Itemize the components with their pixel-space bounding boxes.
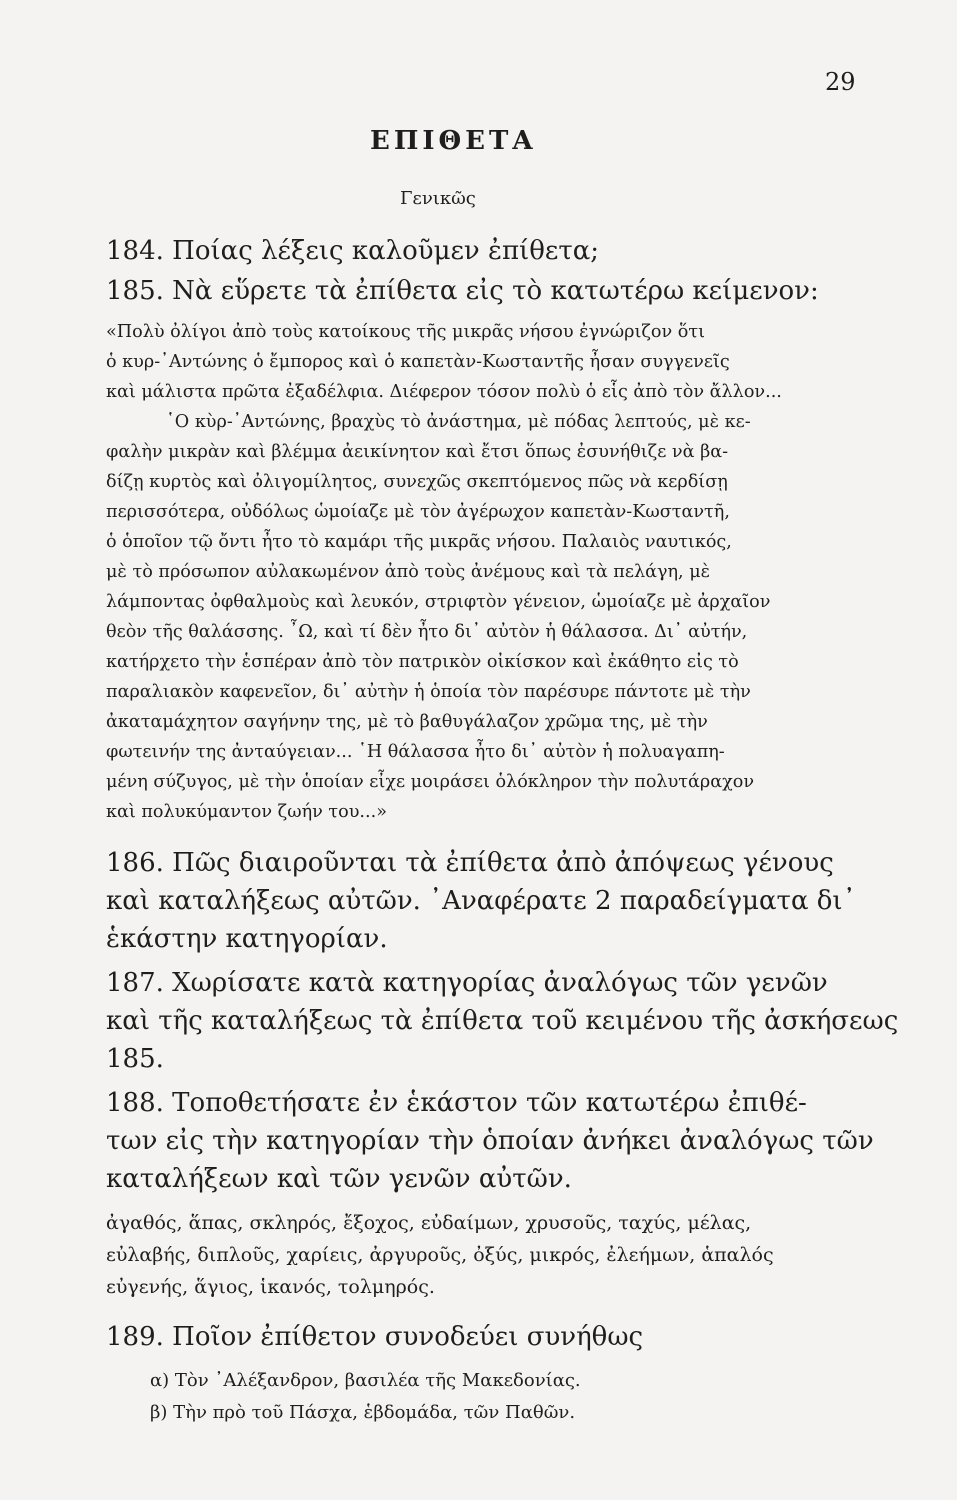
- passage-line: δίζῃ κυρτὸς καὶ ὀλιγομίλητος, συνεχῶς σκεπτόμενος πῶς νὰ κερδίσῃ: [106, 472, 728, 492]
- question-184: 184. Ποίας λέξεις καλοῦμεν ἐπίθετα;: [106, 236, 600, 266]
- passage-line: θεὸν τῆς θαλάσσης. ῏Ω, καὶ τί δὲν ἦτο δι᾿ αὐτὸν ἡ θάλασσα. Δι᾿ αὐτήν,: [106, 622, 748, 642]
- question-186-line: καὶ καταλήξεως αὐτῶν. ᾿Αναφέρατε 2 παραδείγματα δι᾿: [106, 886, 856, 916]
- adjective-list-line: εὐλαβής, διπλοῦς, χαρίεις, ἀργυροῦς, ὀξύς, μικρός, ἐλεήμων, ἁπαλός: [106, 1244, 774, 1266]
- passage-line: καὶ μάλιστα πρῶτα ἐξαδέλφια. Διέφερον τόσον πολὺ ὁ εἷς ἀπὸ τὸν ἄλλον...: [106, 382, 782, 402]
- page-number: 29: [825, 68, 856, 96]
- question-188-line: 188. Τοποθετήσατε ἐν ἑκάστον τῶν κατωτέρω ἐπιθέ-: [106, 1088, 807, 1118]
- question-186-line: ἑκάστην κατηγορίαν.: [106, 924, 388, 954]
- question-188-line: των εἰς τὴν κατηγορίαν τὴν ὁποίαν ἀνήκει ἀναλόγως τῶν: [106, 1126, 874, 1156]
- section-subtitle: Γενικῶς: [400, 188, 476, 209]
- passage-line: μένη σύζυγος, μὲ τὴν ὁποίαν εἶχε μοιράσει ὁλόκληρον τὴν πολυτάραχον: [106, 772, 755, 792]
- chapter-title: ΕΠΙΘΕΤΑ: [370, 126, 537, 156]
- passage-line: μὲ τὸ πρόσωπον αὐλακωμένον ἀπὸ τοὺς ἀνέμους καὶ τὰ πελάγη, μὲ: [106, 562, 711, 582]
- question-186-line: 186. Πῶς διαιροῦνται τὰ ἐπίθετα ἀπὸ ἀπόψεως γένους: [106, 848, 834, 878]
- adjective-list-line: ἀγαθός, ἅπας, σκληρός, ἔξοχος, εὐδαίμων, χρυσοῦς, ταχύς, μέλας,: [106, 1212, 752, 1234]
- question-188-line: καταλήξεων καὶ τῶν γενῶν αὐτῶν.: [106, 1164, 572, 1194]
- passage-line: λάμποντας ὀφθαλμοὺς καὶ λευκόν, στριφτὸν γένειον, ὡμοίαζε μὲ ἀρχαῖον: [106, 592, 771, 612]
- question-187-line: 185.: [106, 1044, 164, 1074]
- question-187-line: 187. Χωρίσατε κατὰ κατηγορίας ἀναλόγως τῶν γενῶν: [106, 968, 828, 998]
- passage-line: ὁ ὁποῖον τῷ ὄντι ἦτο τὸ καμάρι τῆς μικρᾶς νήσου. Παλαιὸς ναυτικός,: [106, 532, 732, 552]
- passage-line: φαλὴν μικρὰν καὶ βλέμμα ἀεικίνητον καὶ ἔτσι ὅπως ἐσυνήθιζε νὰ βα-: [106, 442, 729, 462]
- passage-line: καὶ πολυκύμαντον ζωήν του...»: [106, 802, 387, 822]
- passage-line: φωτεινήν της ἀνταύγειαν... ῾Η θάλασσα ἦτο δι᾿ αὐτὸν ἡ πολυαγαπη-: [106, 742, 725, 762]
- passage-line: περισσότερα, οὐδόλως ὡμοίαζε μὲ τὸν ἀγέρωχον καπετὰν-Κωσταντῆ,: [106, 502, 730, 522]
- question-189: 189. Ποῖον ἐπίθετον συνοδεύει συνήθως: [106, 1322, 644, 1352]
- adjective-list-line: εὐγενής, ἅγιος, ἱκανός, τολμηρός.: [106, 1276, 435, 1298]
- question-185: 185. Νὰ εὕρετε τὰ ἐπίθετα εἰς τὸ κατωτέρω κείμενον:: [106, 276, 819, 306]
- passage-line: «Πολὺ ὀλίγοι ἀπὸ τοὺς κατοίκους τῆς μικρᾶς νήσου ἐγνώριζον ὅτι: [106, 322, 706, 342]
- passage-line: ῾Ο κὺρ-᾿Αντώνης, βραχὺς τὸ ἀνάστημα, μὲ πόδας λεπτούς, μὲ κε-: [166, 412, 751, 432]
- question-187-line: καὶ τῆς καταλήξεως τὰ ἐπίθετα τοῦ κειμένου τῆς ἀσκήσεως: [106, 1006, 899, 1036]
- passage-line: ἀκαταμάχητον σαγήνην της, μὲ τὸ βαθυγάλαζον χρῶμα της, μὲ τὴν: [106, 712, 708, 732]
- passage-line: παραλιακὸν καφενεῖον, δι᾿ αὐτὴν ἡ ὁποία τὸν παρέσυρε πάντοτε μὲ τὴν: [106, 682, 751, 702]
- question-189-option-a: α) Τὸν ᾿Αλέξανδρον, βασιλέα τῆς Μακεδονίας.: [150, 1370, 581, 1391]
- passage-line: κατήρχετο τὴν ἑσπέραν ἀπὸ τὸν πατρικὸν οἰκίσκον καὶ ἐκάθητο εἰς τὸ: [106, 652, 739, 672]
- question-189-option-b: β) Τὴν πρὸ τοῦ Πάσχα, ἑβδομάδα, τῶν Παθῶν.: [150, 1402, 576, 1423]
- passage-line: ὁ κυρ-᾿Αντώνης ὁ ἔμπορος καὶ ὁ καπετὰν-Κωσταντῆς ἦσαν συγγενεῖς: [106, 352, 730, 372]
